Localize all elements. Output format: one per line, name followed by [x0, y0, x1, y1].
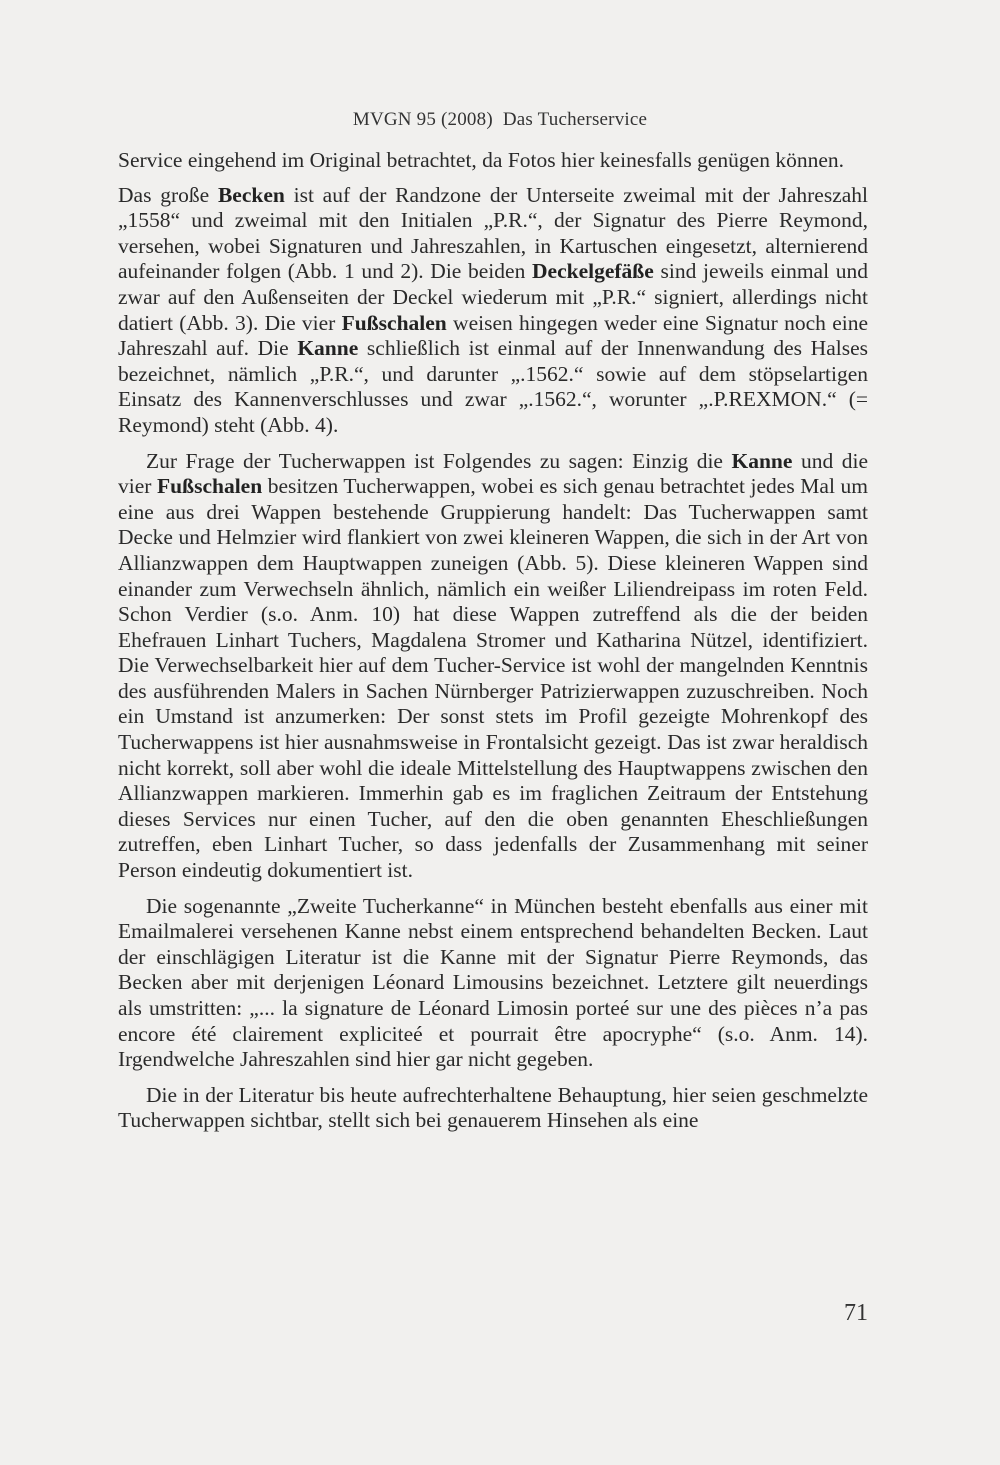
text-run: sind jeweils einmal und zwar auf den Außenseiten der Deckel wiederum mit „P.R.“ signiert, allerdings nicht datiert (Abb. 3). Die vier	[118, 259, 868, 335]
paragraph	[118, 1083, 868, 1134]
paragraph	[118, 449, 868, 884]
text-run: Die sogenannte „Zweite Tucherkanne“ in München besteht ebenfalls aus einer mit Emailmalerei versehenen Kanne nebst einem entsprechend behandelten Becken. Laut der einschlägigen Literatur ist die Kanne mit der Signatur Pierre Reymonds, das Becken aber mit derjenigen Léonard Limousins bezeichnet. Letztere gilt neuerdings als umstritten: „... la signature de Léonard Limosin porteé sur une des pièces n’a pas encore été clairement expliciteé et pourrait être apocryphe“ (s.o. Anm. 14). Irgendwelche Jahreszahlen sind hier gar nicht gegeben.	[118, 893, 868, 1072]
text-run: und die vier	[118, 448, 868, 499]
running-head-journal: MVGN 95 (2008)	[352, 109, 493, 130]
text-run: Die in der Literatur bis heute aufrechterhaltene Behauptung, hier seien geschmelzte Tucherwappen sichtbar, stellt sich bei genauerem Hinsehen als eine	[118, 1082, 868, 1133]
emphasized-term: Kanne	[731, 448, 793, 473]
emphasized-term: Deckelgefäße	[532, 259, 654, 284]
text-run: Service eingehend im Original betrachtet, da Fotos hier keinesfalls genügen können.	[118, 148, 845, 172]
paragraph	[118, 894, 868, 1073]
running-head	[0, 109, 1000, 131]
emphasized-term: Kanne	[297, 336, 359, 361]
running-head-article-title: Das Tucherservice	[502, 109, 648, 130]
paragraph	[118, 148, 868, 174]
text-run: besitzen Tucherwappen, wobei es sich genau betrachtet jedes Mal um eine aus drei Wappen bestehende Gruppierung handelt: Das Tucherwappen samt Decke und Helmzier wird flankiert von zwei kleineren Wappen, die sich in der Art von Allianzwappen dem Hauptwappen zuneigen (Abb. 5). Diese kleineren Wappen sind einander zum Verwechseln ähnlich, nämlich ein weißer Liliendreipass im roten Feld. Schon Verdier (s.o. Anm. 10) hat diese Wappen zutreffend als die der beiden Ehefrauen Linhart Tuchers, Magdalena Stromer und Katharina Nützel, identifiziert. Die Verwechselbarkeit hier auf dem Tucher-Service ist wohl der mangelnden Kenntnis des ausführenden Malers in Sachen Nürnberger Patrizierwappen zuzuschreiben. Noch ein Umstand ist anzumerken: Der sonst stets im Profil gezeigte Mohrenkopf des Tucherwappens ist hier ausnahmsweise in Frontalsicht gezeigt. Das ist zwar heraldisch nicht korrekt, soll aber wohl die ideale Mittelstellung des Hauptwappens zwischen den Allianzwappen markieren. Immerhin gab es im fraglichen Zeitraum der Entstehung dieses Services nur einen Tucher, auf den die oben genannten Eheschließungen zutreffen, eben Linhart Tucher, so dass jedenfalls der Zusammenhang mit seiner Person eindeutig dokumentiert ist.	[118, 474, 868, 883]
text-run: Das große	[118, 182, 218, 207]
text-run: Zur Frage der Tucherwappen ist Folgendes zu sagen: Einzig die	[146, 448, 732, 473]
emphasized-term: Fußschalen	[341, 310, 447, 335]
emphasized-term: Fußschalen	[157, 474, 263, 499]
emphasized-term: Becken	[217, 182, 285, 207]
text-run: weisen hingegen weder eine Signatur noch eine Jahreszahl auf. Die	[118, 310, 868, 361]
paragraph	[118, 183, 868, 439]
text-run: ist auf der Randzone der Unterseite zweimal mit der Jahreszahl „1558“ und zweimal mit den Initialen „P.R.“, der Signatur des Pierre Reymond, versehen, wobei Signaturen und Jahreszahlen, in Kartuschen eingesetzt, alternierend aufeinander folgen (Abb. 1 und 2). Die beiden	[118, 182, 868, 284]
page-number: 71	[844, 1300, 868, 1326]
text-run: schließlich ist einmal auf der Innenwandung des Halses bezeichnet, nämlich „P.R.“, und darunter „.1562.“ sowie auf dem stöpselartigen Einsatz des Kannenverschlusses und zwar „.1562.“, worunter „.P.REXMON.“ (= Reymond) steht (Abb. 4).	[118, 336, 868, 437]
body-text	[118, 148, 868, 1144]
